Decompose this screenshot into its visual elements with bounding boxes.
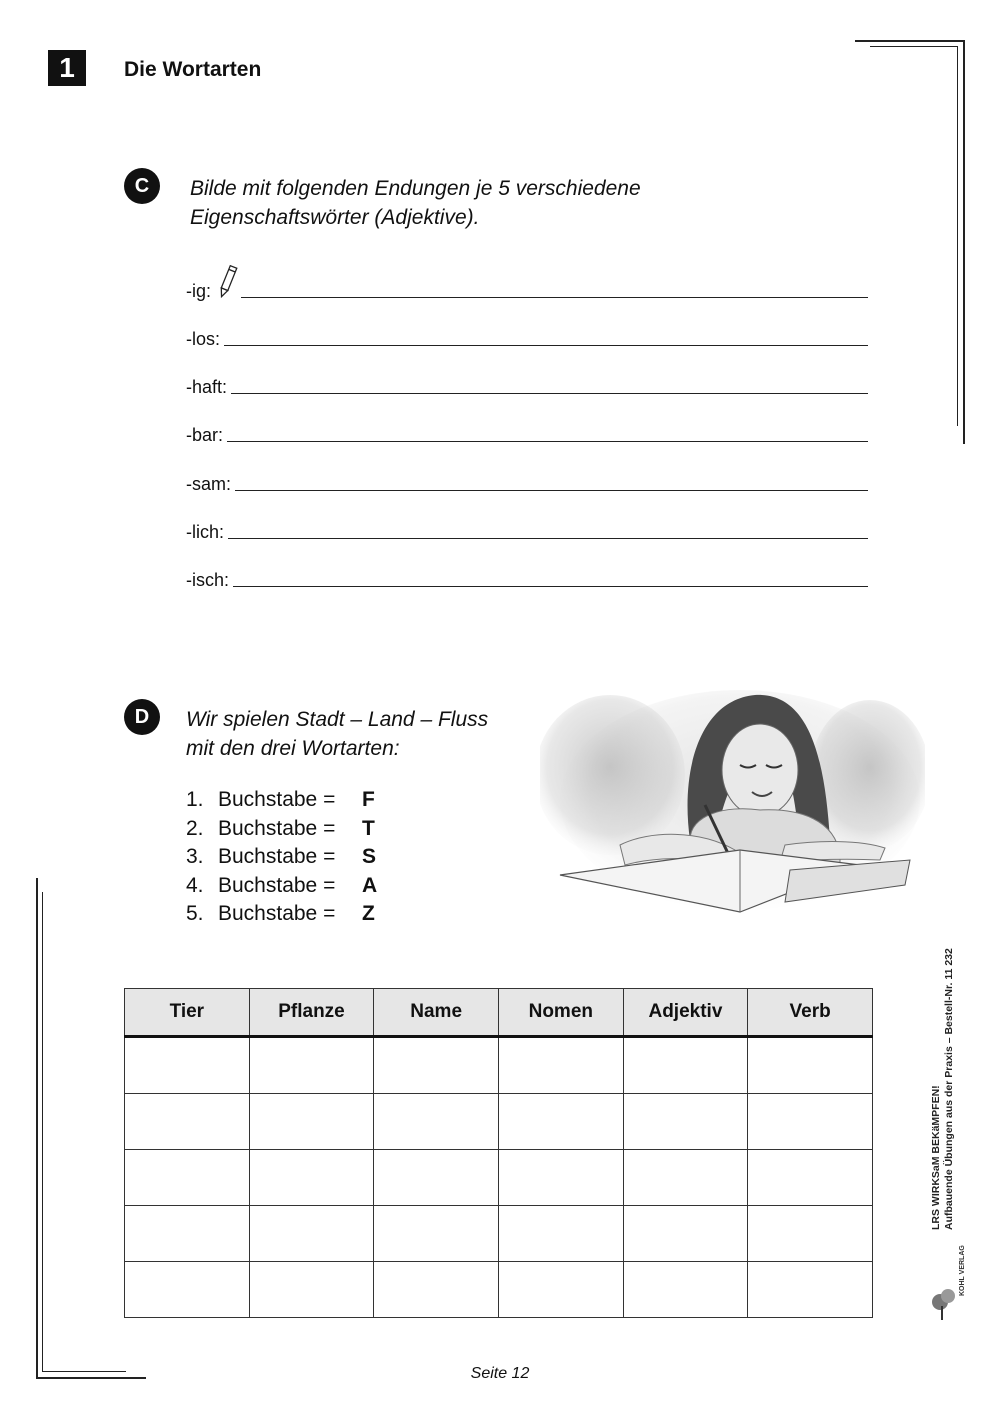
suffix-row-lich (186, 513, 868, 543)
table-cell[interactable] (748, 1094, 873, 1150)
page-number: Seite 12 (470, 1365, 530, 1382)
table-cell[interactable] (498, 1262, 623, 1318)
suffix-label: -isch: (186, 570, 230, 590)
table-cell[interactable] (125, 1094, 250, 1150)
table-cell[interactable] (249, 1094, 374, 1150)
girl-writing-illustration (540, 680, 925, 925)
suffix-row-haft (186, 368, 868, 398)
suffix-label: -sam: (186, 474, 231, 494)
list-text: Buchstabe = (218, 845, 336, 868)
table-cell[interactable] (623, 1094, 748, 1150)
suffix-row-ig (186, 272, 868, 302)
answer-line[interactable] (231, 392, 868, 394)
answer-line[interactable] (224, 344, 868, 346)
table-cell[interactable] (498, 1037, 623, 1094)
table-cell[interactable] (374, 1262, 499, 1318)
tree-logo-icon (928, 1240, 968, 1322)
table-cell[interactable] (498, 1150, 623, 1206)
chapter-number-badge: 1 (48, 50, 86, 86)
suffix-label: -lich: (186, 522, 225, 542)
task-d-instruction-line1: Wir spielen Stadt – Land – Fluss (186, 708, 489, 731)
table-cell[interactable] (125, 1262, 250, 1318)
column-header-pflanze: Pflanze (249, 989, 374, 1037)
suffix-label: -bar: (186, 425, 224, 445)
table-row (125, 1094, 873, 1150)
suffix-label: -los: (186, 329, 221, 349)
table-row (125, 1262, 873, 1318)
column-header-name: Name (374, 989, 499, 1037)
table-row (125, 1206, 873, 1262)
column-header-tier: Tier (125, 989, 250, 1037)
table-cell[interactable] (623, 1262, 748, 1318)
answer-line[interactable] (235, 489, 868, 491)
suffix-row-sam (186, 465, 868, 495)
list-item (186, 815, 377, 844)
answer-line[interactable] (233, 585, 868, 587)
table-cell[interactable] (249, 1037, 374, 1094)
table-cell[interactable] (249, 1150, 374, 1206)
table-cell[interactable] (125, 1150, 250, 1206)
list-letter: T (362, 816, 375, 840)
side-series-subtitle: Aufbauende Übungen aus der Praxis – Bestell-Nr. 11 232 (943, 948, 955, 1230)
table-cell[interactable] (125, 1037, 250, 1094)
task-marker-c: C (124, 168, 160, 204)
table-cell[interactable] (374, 1037, 499, 1094)
table-row (125, 1150, 873, 1206)
table-cell[interactable] (498, 1094, 623, 1150)
answer-line[interactable] (241, 296, 868, 298)
list-letter: F (362, 788, 375, 811)
list-letter: S (362, 845, 377, 868)
frame-line-top (855, 40, 965, 42)
list-item (186, 900, 377, 929)
suffix-row-bar (186, 416, 868, 446)
stadt-land-fluss-table (124, 988, 873, 1318)
frame-line-left-inner (42, 892, 43, 1372)
publisher-logo (928, 1240, 968, 1322)
answer-line[interactable] (228, 537, 868, 539)
table-cell[interactable] (748, 1150, 873, 1206)
list-letter: Z (362, 902, 375, 925)
table-cell[interactable] (623, 1037, 748, 1094)
list-item (186, 872, 377, 901)
table-header-row (125, 989, 873, 1037)
task-c-instruction (190, 174, 641, 232)
table-cell[interactable] (374, 1206, 499, 1262)
suffix-row-los (186, 320, 868, 350)
list-number: 4. (186, 873, 204, 897)
column-header-verb: Verb (748, 989, 873, 1037)
table-cell[interactable] (498, 1206, 623, 1262)
column-header-nomen: Nomen (498, 989, 623, 1037)
list-text: Buchstabe = (218, 873, 336, 897)
table-cell[interactable] (125, 1206, 250, 1262)
publisher-name: KOHL VERLAG (959, 1245, 966, 1296)
list-number: 3. (186, 845, 204, 868)
frame-line-top-inner (870, 46, 958, 47)
list-item (186, 786, 377, 815)
frame-line-right (963, 40, 965, 444)
table-cell[interactable] (249, 1206, 374, 1262)
table-cell[interactable] (748, 1262, 873, 1318)
list-text: Buchstabe = (218, 902, 336, 925)
list-item (186, 843, 377, 872)
list-letter: A (362, 873, 378, 897)
suffix-label: -haft: (186, 377, 228, 397)
frame-line-left (36, 878, 38, 1378)
frame-line-right-inner (957, 46, 958, 426)
task-d-instruction (186, 705, 488, 763)
list-number: 5. (186, 902, 204, 925)
list-number: 2. (186, 816, 204, 840)
table-cell[interactable] (623, 1206, 748, 1262)
task-marker-d: D (124, 699, 160, 735)
table-cell[interactable] (374, 1150, 499, 1206)
suffix-label: -ig: (186, 281, 212, 301)
list-number: 1. (186, 788, 204, 811)
side-series-title: LRS WIRKSaM BEKäMPFEN! (930, 1085, 942, 1230)
table-cell[interactable] (748, 1206, 873, 1262)
task-d-instruction-line2: mit den drei Wortarten: (186, 737, 400, 760)
table-row (125, 1037, 873, 1094)
task-c-instruction-line2: Eigenschaftswörter (Adjektive). (190, 206, 480, 229)
task-c-instruction-line1: Bilde mit folgenden Endungen je 5 verschiedene (190, 177, 641, 200)
list-text: Buchstabe = (218, 816, 336, 840)
table-cell[interactable] (623, 1150, 748, 1206)
table-cell[interactable] (249, 1262, 374, 1318)
column-header-adjektiv: Adjektiv (623, 989, 748, 1037)
list-text: Buchstabe = (218, 788, 336, 811)
answer-line[interactable] (227, 440, 868, 442)
side-series-info (930, 890, 956, 1230)
table-cell[interactable] (748, 1037, 873, 1094)
page-title: Die Wortarten (124, 58, 262, 81)
table-cell[interactable] (374, 1094, 499, 1150)
suffix-row-isch (186, 561, 868, 591)
letter-list (186, 786, 377, 929)
